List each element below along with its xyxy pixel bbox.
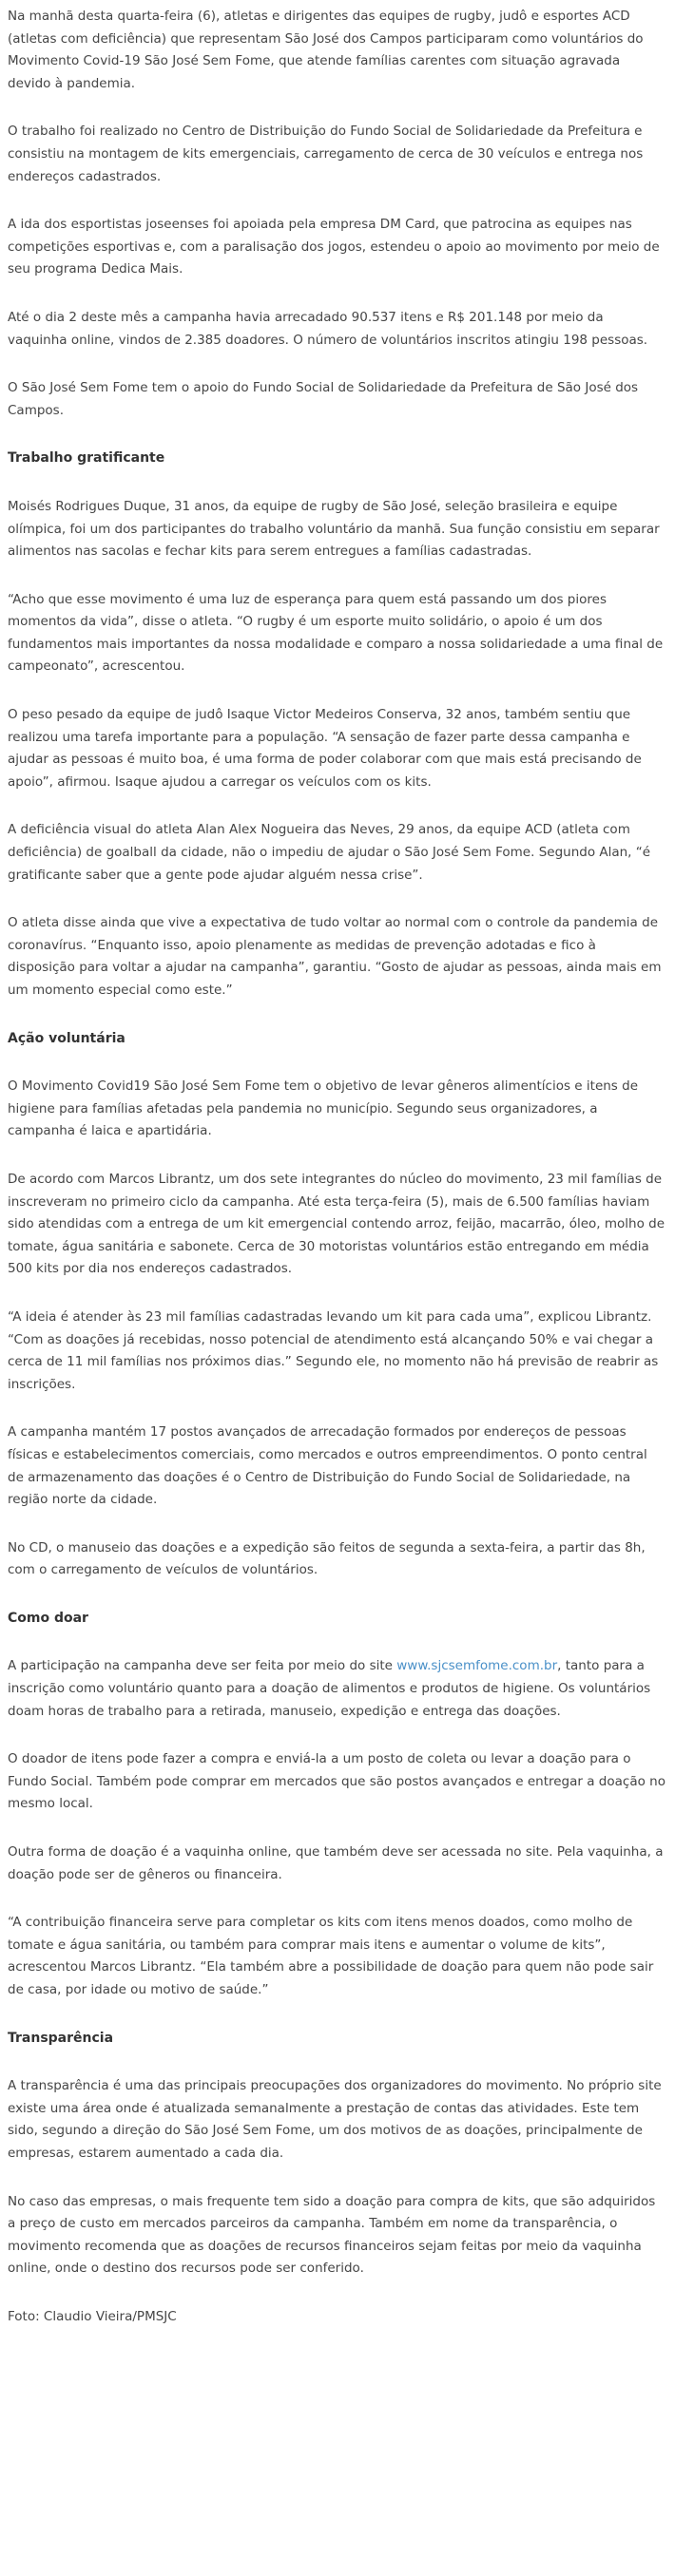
site-link[interactable]: www.sjcsemfome.com.br [396,1658,558,1674]
paragraph: O Movimento Covid19 São José Sem Fome tem o objetivo de levar gêneros alimentícios e itens de higiene para famílias afetadas pela pandemia no município. Segundo seus organizadores, a campanha é laica e apartidária. [8,1078,639,1139]
paragraph: O atleta disse ainda que vive a expectativa de tudo voltar ao normal com o controle da pandemia de coronavírus. “Enquanto isso, apoio plenamente as medidas de prevenção adotadas e fico à disposição para voltar a ajudar na campanha”, garantiu. “Gosto de ajudar as pessoas, ainda mais em um momento especial como este.” [8,915,662,998]
paragraph: Até o dia 2 deste mês a campanha havia arrecadado 90.537 itens e R$ 201.148 por meio da vaquinha online, vindos de 2.385 doadores. O número de voluntários inscritos atingiu 198 pessoas. [8,309,648,348]
paragraph: O trabalho foi realizado no Centro de Distribuição do Fundo Social de Solidariedade da Prefeitura e consistiu na montagem de kits emergenciais, carregamento de cerca de 30 veículos e entrega nos endereços cadastrados. [8,124,644,184]
section-heading-transparencia: Transparência [8,2030,114,2046]
paragraph: A ida dos esportistas joseenses foi apoiada pela empresa DM Card, que patrocina as equipes nas competições esportivas e, com a paralisação dos jogos, estendeu o apoio ao movimento por meio de seu programa Dedica Mais. [8,217,660,277]
paragraph-with-link [8,1655,665,1723]
photo-credit: Foto: Claudio Vieira/PMSJC [8,2308,177,2324]
section-heading-trabalho: Trabalho gratificante [8,450,165,467]
paragraph: No caso das empresas, o mais frequente tem sido a doação para compra de kits, que são adquiridos a preço de custo em mercados parceiros da campanha. Também em nome da transparência, o movimento recomenda que as doações de recursos financeiros sejam feitas por meio da vaquinha online, onde o destino dos recursos pode ser conferido. [8,2193,656,2277]
paragraph: A transparência é uma das principais preocupações dos organizadores do movimento. No próprio site existe uma área onde é atualizada semanalmente a prestação de contas das atividades. Este tem sido, segundo a direção do São José Sem Fome, um dos motivos de as doações, principalmente de empresas, estarem aumentado a cada dia. [8,2078,662,2161]
paragraph: “A contribuição financeira serve para completar os kits com itens menos doados, como molho de tomate e água sanitária, ou também para comprar mais itens e aumentar o volume de kits”, acrescentou Marcos Librantz. “Ela também abre a possibilidade de doação para quem não pode sair de casa, por idade ou motivo de saúde.” [8,1915,654,1997]
paragraph: A campanha mantém 17 postos avançados de arrecadação formados por endereços de pessoas físicas e estabelecimentos comerciais, como mercados e outros empreendimentos. O ponto central de armazenamento das doações é o Centro de Distribuição do Fundo Social de Solidariedade, na região norte da cidade. [8,1424,647,1508]
section-heading-doar: Como doar [8,1610,88,1626]
paragraph: O doador de itens pode fazer a compra e enviá-la a um posto de coleta ou levar a doação para o Fundo Social. Também pode comprar em mercados que são postos avançados e entregar a doação no mesmo local. [8,1751,665,1812]
paragraph: “Acho que esse movimento é uma luz de esperança para quem está passando um dos piores momentos da vida”, disse o atleta. “O rugby é um esporte muito solidário, o apoio é um dos fundamentos mais importantes da nossa modalidade e comparo a nossa solidariedade a uma final de campeonato”, acrescentou. [8,591,664,675]
paragraph: “A ideia é atender às 23 mil famílias cadastradas levando um kit para cada uma”, explicou Librantz. “Com as doações já recebidas, nosso potencial de atendimento está alcançando 50% e vai chegar a cerca de 11 mil famílias nos próximos dias.” Segundo ele, no momento não há previsão de reabrir as inscrições. [8,1308,659,1392]
paragraph: A deficiência visual do atleta Alan Alex Nogueira das Neves, 29 anos, da equipe ACD (atleta com deficiência) de goalball da cidade, não o impediu de ajudar o São José Sem Fome. Segundo Alan, “é gratificante saber que a gente pode ajudar alguém nessa crise”. [8,822,651,883]
paragraph-text: A participação na campanha deve ser feita por meio do site [8,1658,397,1674]
paragraph: O São José Sem Fome tem o apoio do Fundo Social de Solidariedade da Prefeitura de São José dos Campos. [8,380,639,418]
paragraph-text: , tanto para a inscrição como voluntário quanto para a doação de alimentos e produtos de higiene. Os voluntários doam horas de trabalho para a retirada, manuseio, expedição e entrega das doações. [8,1658,651,1719]
paragraph: De acordo com Marcos Librantz, um dos sete integrantes do núcleo do movimento, 23 mil famílias de inscreveram no primeiro ciclo da campanha. Até esta terça-feira (5), mais de 6.500 famílias haviam sido atendidas com a entrega de um kit emergencial contendo arroz, feijão, macarrão, óleo, molho de tomate, água sanitária e sabonete. Cerca de 30 motoristas voluntários estão entregando em média 500 kits por dia nos endereços cadastrados. [8,1171,665,1277]
paragraph: Outra forma de doação é a vaquinha online, que também deve ser acessada no site. Pela vaquinha, a doação pode ser de gêneros ou financeira. [8,1844,664,1882]
section-heading-acao: Ação voluntária [8,1030,125,1046]
paragraph: No CD, o manuseio das doações e a expedição são feitos de segunda a sexta-feira, a partir das 8h, com o carregamento de veículos de voluntários. [8,1539,646,1578]
paragraph: Na manhã desta quarta-feira (6), atletas e dirigentes das equipes de rugby, judô e esportes ACD (atletas com deficiência) que representam São José dos Campos participaram como voluntários do Movimento Covid-19 São José Sem Fome, que atende famílias carentes com situação agravada devido à pandemia. [8,9,644,91]
paragraph: Moisés Rodrigues Duque, 31 anos, da equipe de rugby de São José, seleção brasileira e equipe olímpica, foi um dos participantes do trabalho voluntário da manhã. Sua função consistiu em separar alimentos nas sacolas e fechar kits para serem entregues a famílias cadastradas. [8,498,660,560]
paragraph: O peso pesado da equipe de judô Isaque Victor Medeiros Conserva, 32 anos, também sentiu que realizou uma tarefa importante para a população. “A sensação de fazer parte dessa campanha e ajudar as pessoas é muito boa, é uma forma de poder colaborar com que mais está precisando de apoio”, afirmou. Isaque ajudou a carregar os veículos com os kits. [8,707,642,790]
